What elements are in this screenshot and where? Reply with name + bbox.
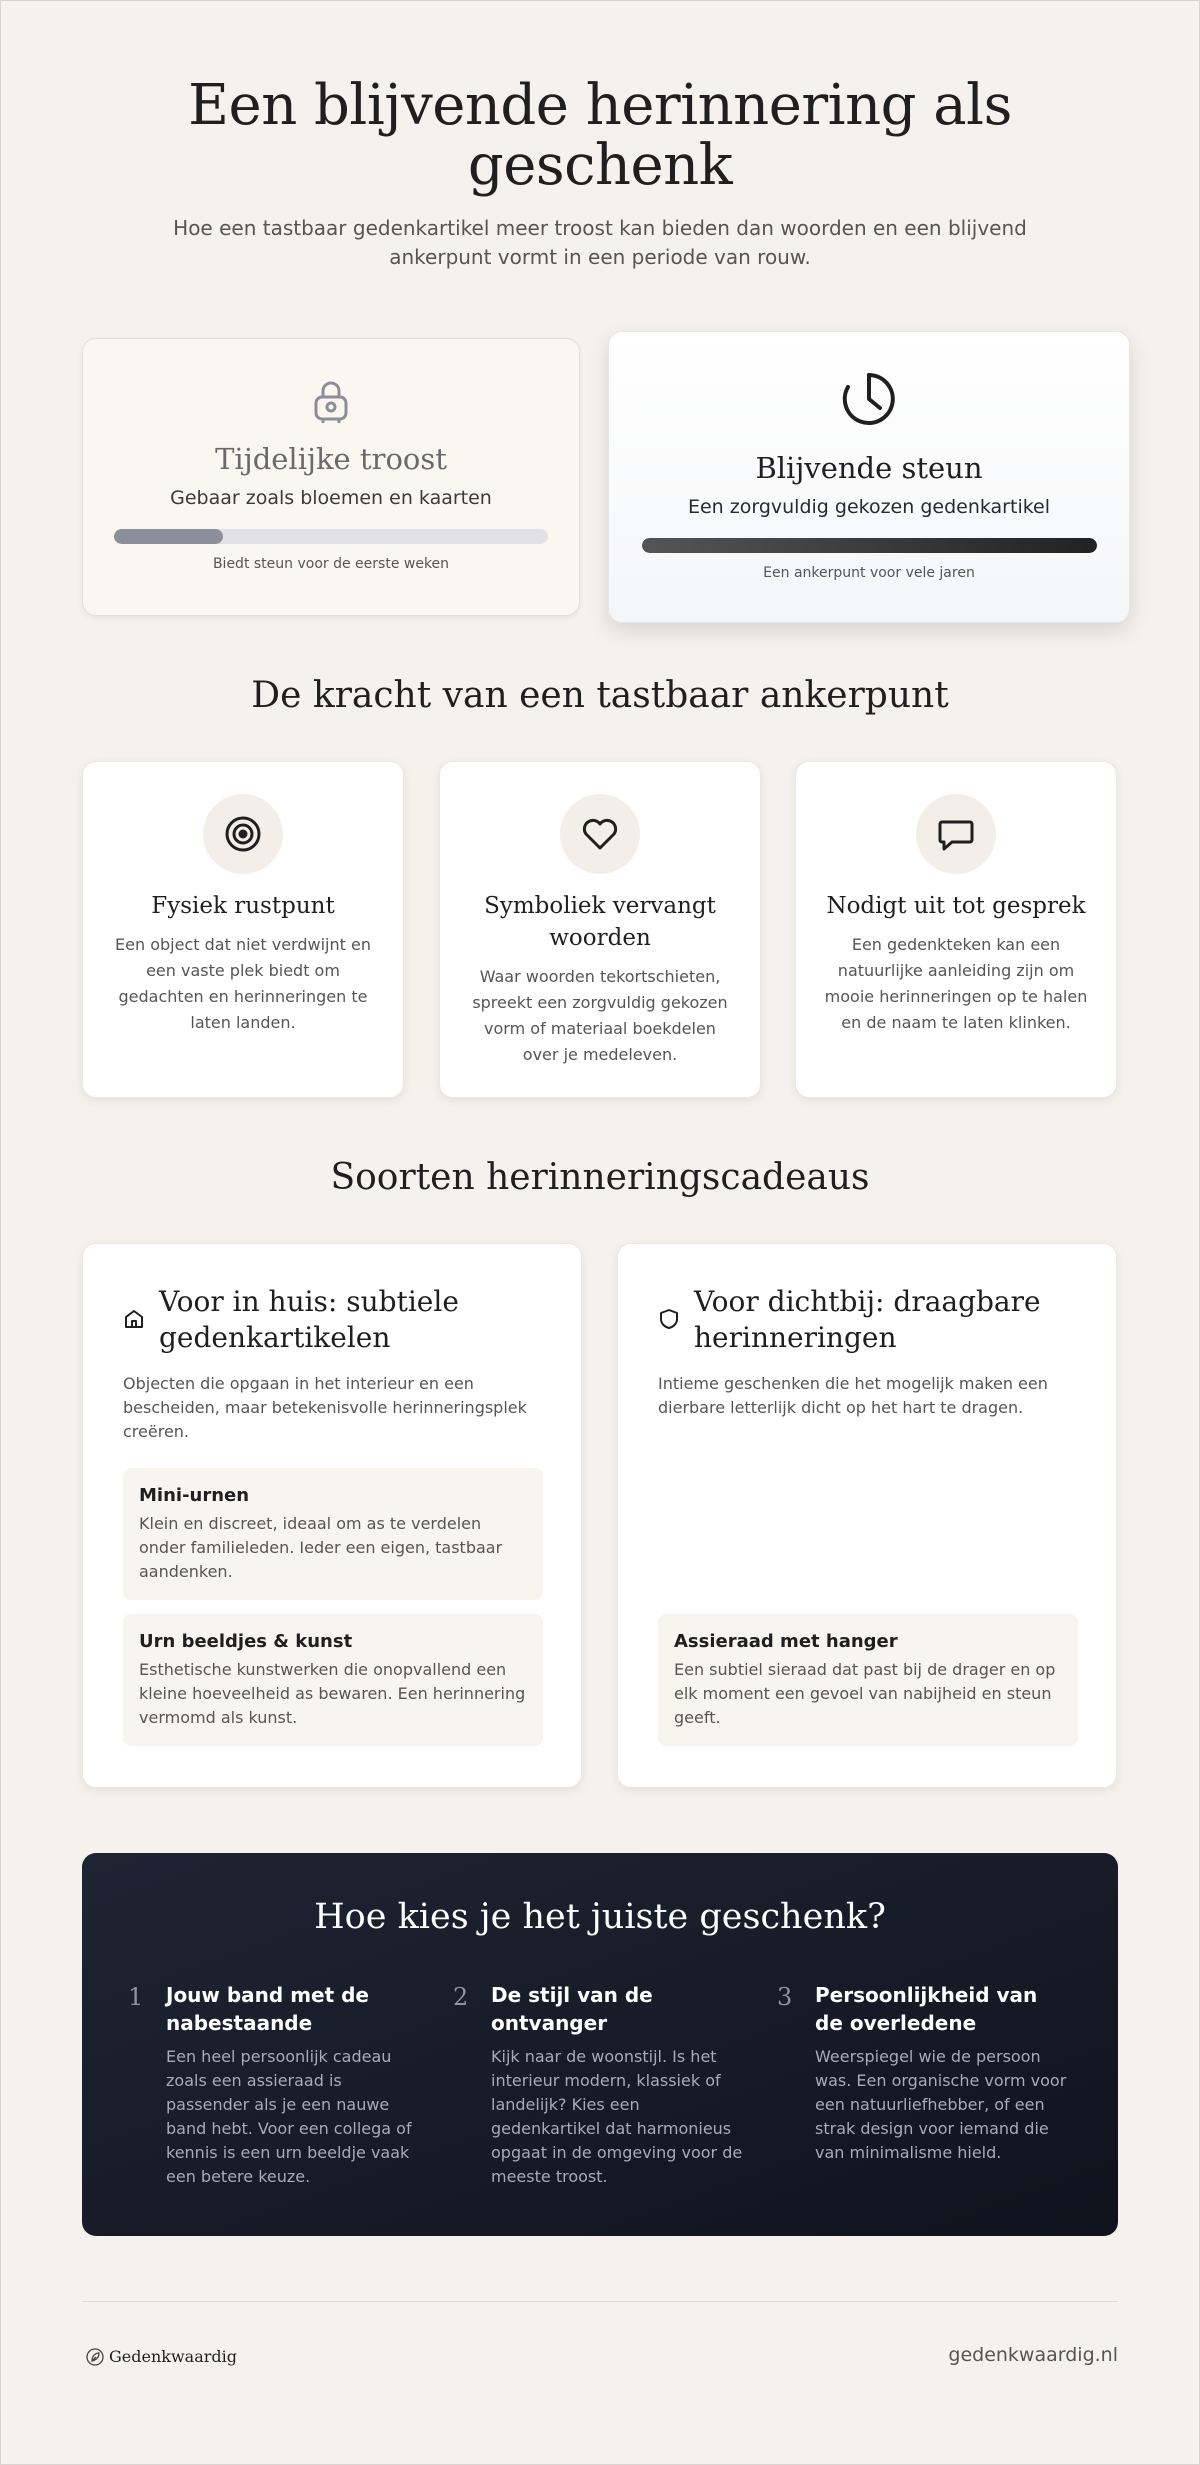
choose-title: Hoe kies je het juiste geschenk? xyxy=(314,1897,886,1937)
feature-text: Een gedenkteken kan een natuurlijke aanleiding zijn om mooie herinneringen op te halen en de naam te laten klinken. xyxy=(824,935,1088,1032)
comparison-subtitle: Gebaar zoals bloemen en kaarten xyxy=(170,487,492,509)
step-number: 3 xyxy=(777,1983,793,2011)
comparison-note: Biedt steun voor de eerste weken xyxy=(212,556,450,572)
step-number: 1 xyxy=(128,1983,144,2011)
sub-item-title: Assieraad met hanger xyxy=(674,1631,898,1652)
sub-item-text: Esthetische kunstwerken die onopvallend een kleine hoeveelheid as bewaren. Een herinnering vermomd als kunst. xyxy=(139,1660,526,1727)
icon-circle xyxy=(560,794,640,874)
step-text: Een heel persoonlijk cadeau zoals een assieraad is passender als je een nauwe band hebt. Voor een collega of kennis is een urn beeldje vaak een betere keuze. xyxy=(166,2047,412,2186)
sub-item-title: Mini-urnen xyxy=(139,1485,250,1506)
feature-card xyxy=(795,761,1117,1098)
sub-item-text: Een subtiel sieraad dat past bij de drager en op elk moment een gevoel van nabijheid en steun geeft. xyxy=(674,1660,1056,1727)
sub-item-text: Klein en discreet, ideaal om as te verdelen onder familieleden. Ieder een eigen, tastbaar aandenken. xyxy=(139,1514,503,1581)
progress-bar-lasting xyxy=(642,538,1097,553)
sub-item xyxy=(123,1614,543,1746)
step-text: Weerspiegel wie de persoon was. Een organische vorm voor een natuurliefhebber, of een strak design voor iemand die van minimalisme hield. xyxy=(815,2047,1067,2162)
step-text: Kijk naar de woonstijl. Is het interieur modern, klassiek of landelijk? Kies een gedenkartikel dat harmonieus opgaat in de omgeving voor de meeste troost. xyxy=(491,2047,743,2186)
step xyxy=(128,1981,418,2189)
sub-item-title: Urn beeldjes & kunst xyxy=(139,1631,353,1652)
target-icon xyxy=(223,814,263,854)
comparison-title: Tijdelijke troost xyxy=(215,442,447,476)
type-desc: Objecten die opgaan in het interieur en een bescheiden, maar betekenisvolle herinneringsplek creëren. xyxy=(123,1374,527,1441)
type-title: Voor in huis: subtiele gedenkartikelen xyxy=(159,1285,459,1354)
message-icon xyxy=(936,814,976,854)
shield-icon xyxy=(658,1308,680,1330)
lock-icon xyxy=(311,379,351,423)
footer-divider xyxy=(82,2301,1118,2302)
footer-brand-name: Gedenkwaardig xyxy=(109,2347,237,2366)
sub-item xyxy=(658,1614,1078,1746)
step xyxy=(453,1981,743,2189)
progress-fill xyxy=(114,529,223,544)
step-title: Persoonlijkheid van de overledene xyxy=(815,1983,1038,2035)
feature-text: Een object dat niet verdwijnt en een vaste plek biedt om gedachten en herinneringen te laten landen. xyxy=(115,935,371,1032)
section-title-power: De kracht van een tastbaar ankerpunt xyxy=(251,675,949,716)
feature-card xyxy=(439,761,761,1098)
icon-circle xyxy=(916,794,996,874)
comparison-note: Een ankerpunt voor vele jaren xyxy=(763,565,975,581)
clock-icon xyxy=(840,370,898,428)
page-title: Een blijvende herinnering als geschenk xyxy=(188,73,1012,198)
hero xyxy=(0,73,1200,272)
type-title: Voor dichtbij: draagbare herinneringen xyxy=(694,1285,1041,1354)
choose-section xyxy=(82,1853,1118,2236)
type-card-home xyxy=(82,1243,582,1788)
step-title: Jouw band met de nabestaande xyxy=(166,1983,369,2035)
step-title: De stijl van de ontvanger xyxy=(491,1983,653,2035)
feature-text: Waar woorden tekortschieten, spreekt een zorgvuldig gekozen vorm of materiaal boekdelen over je medeleven. xyxy=(472,967,728,1064)
comparison-card-lasting xyxy=(608,331,1130,623)
type-card-wearable xyxy=(617,1243,1117,1788)
feature-title: Nodigt uit tot gesprek xyxy=(826,893,1086,919)
step xyxy=(777,1981,1067,2165)
feature-title: Fysiek rustpunt xyxy=(151,893,335,919)
comparison-title: Blijvende steun xyxy=(755,451,983,485)
icon-circle xyxy=(203,794,283,874)
step-number: 2 xyxy=(453,1983,469,2011)
feature-title: Symboliek vervangt woorden xyxy=(484,893,716,951)
page-subtitle: Hoe een tastbaar gedenkartikel meer troost kan bieden dan woorden en een blijvend ankerpunt vormt in een periode van rouw. xyxy=(173,216,1027,269)
home-icon xyxy=(123,1308,145,1330)
comparison-card-temporary xyxy=(82,338,580,616)
sub-item xyxy=(123,1468,543,1600)
section-title-types: Soorten herinneringscadeaus xyxy=(330,1157,870,1198)
heart-icon xyxy=(580,814,620,854)
type-desc: Intieme geschenken die het mogelijk maken een dierbare letterlijk dicht op het hart te dragen. xyxy=(658,1374,1048,1417)
progress-bar-temporary xyxy=(114,529,548,544)
progress-fill xyxy=(642,538,1097,553)
footer-url[interactable]: gedenkwaardig.nl xyxy=(948,2344,1118,2366)
leaf-logo-icon xyxy=(86,2348,104,2366)
footer-brand[interactable] xyxy=(86,2347,237,2366)
comparison-subtitle: Een zorgvuldig gekozen gedenkartikel xyxy=(687,496,1051,518)
feature-card xyxy=(82,761,404,1098)
